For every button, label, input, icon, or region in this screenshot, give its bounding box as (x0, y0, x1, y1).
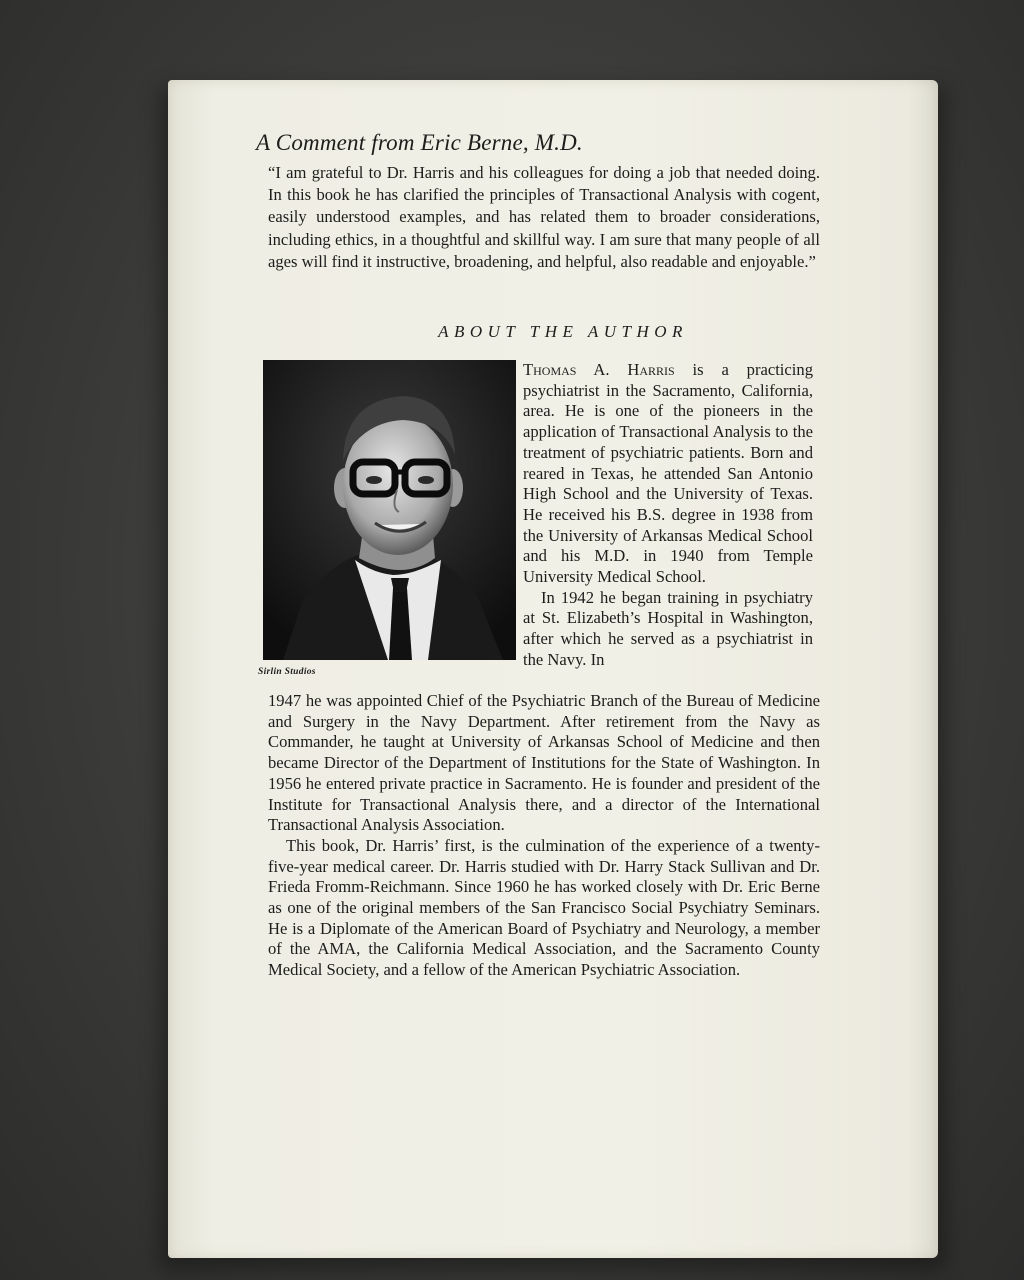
author-name: Thomas A. Harris (523, 360, 675, 379)
book-back-cover (168, 80, 938, 1258)
author-bio-side-column (523, 360, 813, 671)
bio-paragraph-1-text: is a practicing psychiatrist in the Sacramento, California, area. He is one of the pioneers in the application of Transactional Analysis to the treatment of psychiatric patients. Born and reared in Texas, he attended San Antonio High School and the University of Texas. He received his B.S. degree in 1938 from the University of Arkansas Medical School and his M.D. in 1940 from Temple University Medical School. (523, 360, 813, 587)
author-photo (263, 360, 516, 660)
comment-heading: A Comment from Eric Berne, M.D. (256, 130, 583, 155)
berne-quote: “I am grateful to Dr. Harris and his colleagues for doing a job that needed doing. In this book he has clarified the principles of Transactional Analysis with cogent, easily understood examples, and has related them to broader considerations, including ethics, in a thoughtful and skillful way. I am sure that many people of all ages will find it instructive, broadening, and helpful, also readable and enjoyable.” (268, 163, 820, 271)
author-bio-full-width (268, 691, 820, 981)
bio-paragraph-2-continued: 1947 he was appointed Chief of the Psychiatric Branch of the Bureau of Medicine and Surgery in the Navy Department. After retirement from the Navy as Commander, he taught at University of Arkansas School of Medicine and then became Director of the Department of Institutions for the State of Washington. In 1956 he entered private practice in Sacramento. He is founder and president of the Institute for Transactional Analysis there, and a director of the International Transactional Analysis Association. (268, 691, 820, 835)
about-the-author-heading: ABOUT THE AUTHOR (438, 322, 688, 341)
photo-credit: Sirlin Studios (258, 667, 316, 677)
bio-paragraph-1 (523, 360, 813, 588)
bio-paragraph-3: This book, Dr. Harris’ first, is the culmination of the experience of a twenty-five-year medical career. Dr. Harris studied with Dr. Harry Stack Sullivan and Dr. Frieda Fromm-Reichmann. Since 1960 he has worked closely with Dr. Eric Berne as one of the original members of the San Francisco Social Psychiatry Seminars. He is a Diplomate of the American Board of Psychiatry and Neurology, a member of the AMA, the California Medical Association, and the Sacramento County Medical Society, and a fellow of the American Psychiatric Association. (268, 835, 820, 980)
bio-paragraph-2-start: In 1942 he began training in psychiatry at St. Elizabeth’s Hospital in Washington, after which he served as a psychiatrist in the Navy. In (523, 587, 813, 669)
